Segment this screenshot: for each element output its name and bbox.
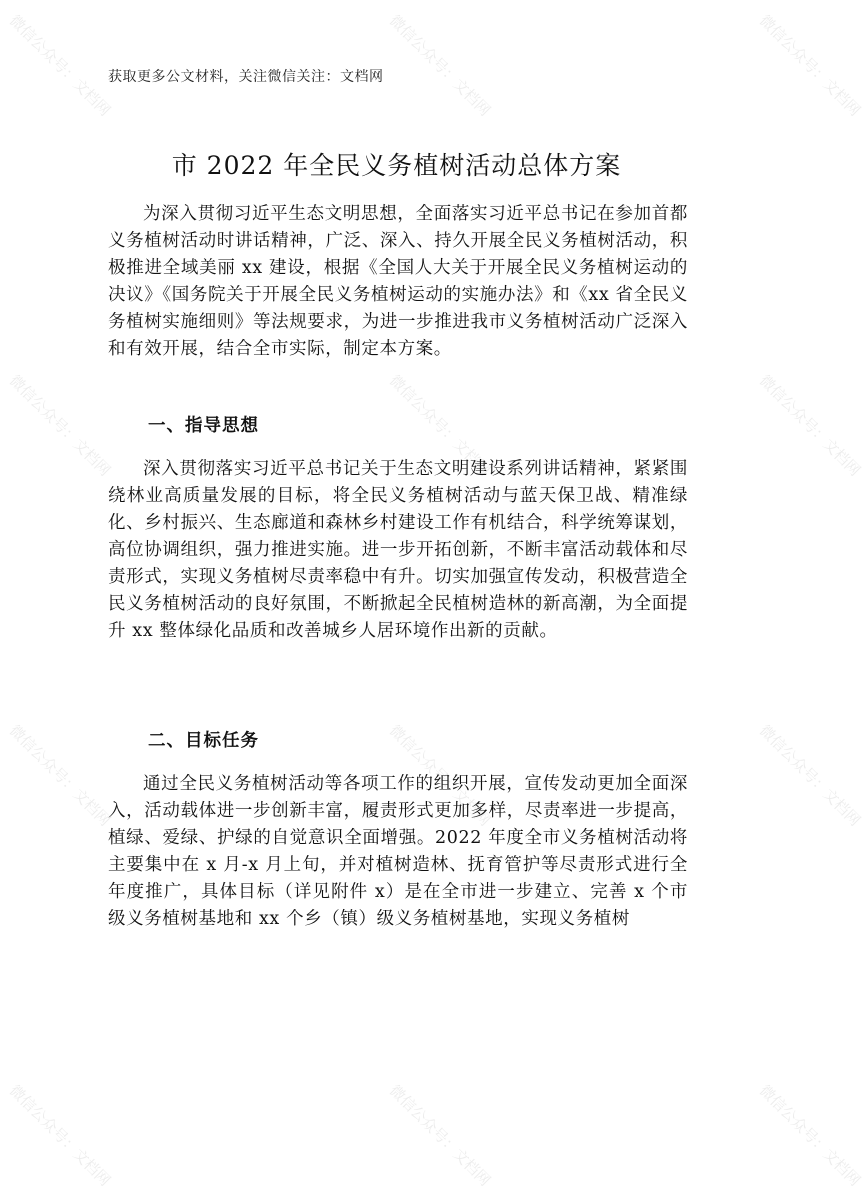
watermark-text: 微信公众号：文档网 — [385, 371, 495, 480]
goals-tasks-paragraph: 通过全民义务植树活动等各项工作的组织开展，宣传发动更加全面深入，活动载体进一步创新丰富，履责形式更加多样，尽责率进一步提高，植绿、爱绿、护绿的自觉意识全面增强。2022 年度全市义务植树活动将主要集中在 x 月-x 月上旬，并对植树造林、抚育管护等尽责形式进行全年度推广，具体目标（详见附件 x）是在全市进一步建立、完善 x 个市级义务植树基地和 xx 个乡（镇）级义务植树基地，实现义务植树 — [108, 774, 688, 929]
watermark-text: 微信公众号：文档网 — [755, 371, 865, 480]
watermark-text: 微信公众号：文档网 — [385, 721, 495, 830]
document-title: 市 2022 年全民义务植树活动总体方案 — [171, 151, 622, 180]
guiding-ideology-paragraph: 深入贯彻落实习近平总书记关于生态文明建设系列讲话精神，紧紧围绕林业高质量发展的目标，将全民义务植树活动与蓝天保卫战、精准绿化、乡村振兴、生态廊道和森林乡村建设工作有机结合，科学统筹谋划，高位协调组织，强力推进实施。进一步开拓创新，不断丰富活动载体和尽责形式，实现义务植树尽责率稳中有升。切实加强宣传发动，积极营造全民义务植树活动的良好氛围，不断掀起全民植树造林的新高潮，为全面提升 xx 整体绿化品质和改善城乡人居环境作出新的贡献。 — [108, 459, 688, 641]
section-heading-goals-tasks: 二、目标任务 — [148, 731, 259, 751]
intro-paragraph: 为深入贯彻习近平生态文明思想，全面落实习近平总书记在参加首都义务植树活动时讲话精神，广泛、深入、持久开展全民义务植树活动，积极推进全域美丽 xx 建设，根据《全国人大关于开展全民义务植树运动的决议》《国务院关于开展全民义务植树运动的实施办法》和《xx 省全民义务植树实施细则》等法规要求，为进一步推进我市义务植树活动广泛深入和有效开展，结合全市实际，制定本方案。 — [108, 204, 688, 359]
watermark-text: 微信公众号：文档网 — [385, 1081, 495, 1190]
watermark-text: 微信公众号：文档网 — [5, 1081, 115, 1190]
watermark-text: 微信公众号：文档网 — [5, 11, 115, 120]
watermark-text: 微信公众号：文档网 — [755, 11, 865, 120]
section-heading-guiding-ideology: 一、指导思想 — [148, 416, 259, 436]
watermark-text: 微信公众号：文档网 — [385, 11, 495, 120]
watermark-text: 微信公众号：文档网 — [5, 371, 115, 480]
watermark-text: 微信公众号：文档网 — [5, 721, 115, 830]
header-note: 获取更多公文材料，关注微信关注：文档网 — [108, 69, 384, 85]
watermark-text: 微信公众号：文档网 — [755, 1081, 865, 1190]
watermark-text: 微信公众号：文档网 — [755, 721, 865, 830]
